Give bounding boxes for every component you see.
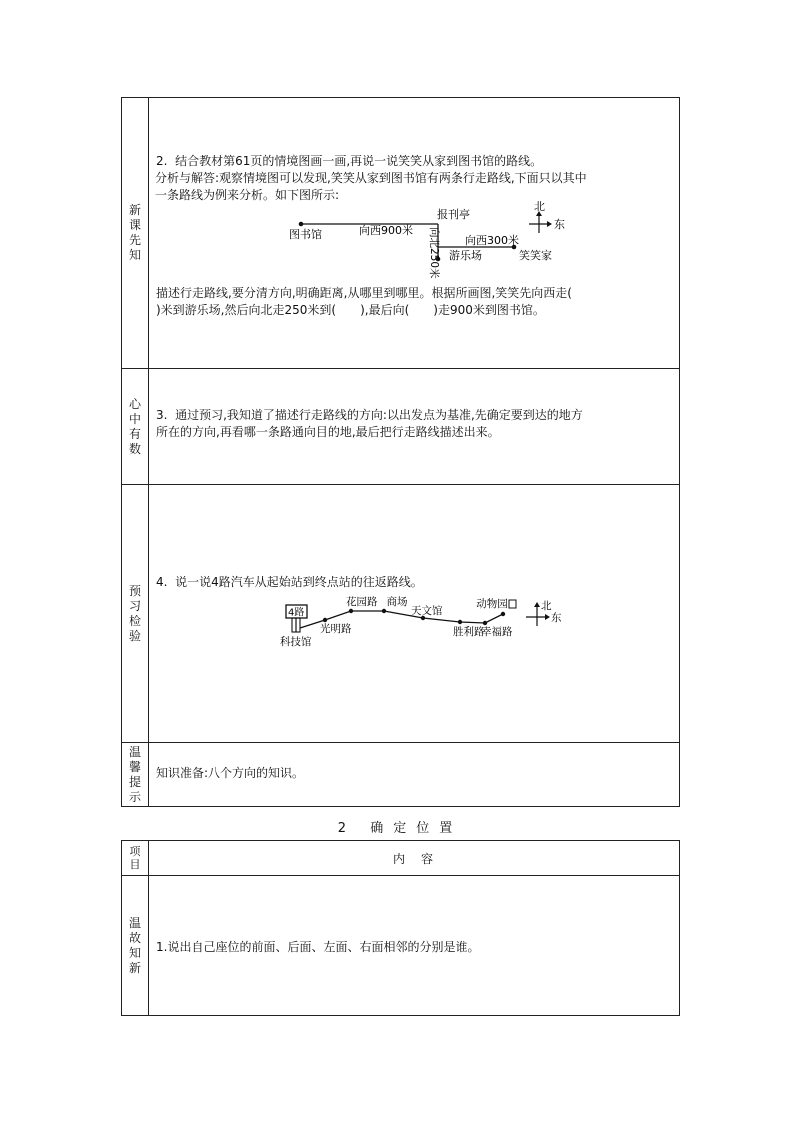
row-content-new-lesson	[149, 98, 680, 369]
review-question: 1.说出自己座位的前面、后面、左面、右面相邻的分别是谁。	[156, 940, 480, 954]
row-new-lesson	[122, 98, 680, 369]
label-char: 中	[128, 411, 141, 426]
question-number: 2.	[156, 154, 168, 168]
stop-guangming-point	[323, 618, 327, 622]
row-content-preview-check	[149, 485, 680, 743]
stop-label-1: 科技馆	[280, 636, 312, 648]
row-in-mind	[122, 369, 680, 485]
label-west-900: 向西900米	[359, 224, 413, 237]
desc-line-1: 描述行走路线,要分清方向,明确距离,从哪里到哪里。根据所画图,笑笑先向西走(	[156, 286, 572, 300]
header-row	[122, 841, 680, 876]
label-char: 先	[128, 233, 141, 247]
header-content: 内 容	[149, 841, 680, 876]
label-char: 有	[128, 426, 141, 441]
row-content-in-mind	[149, 369, 680, 485]
analysis-line-1: 分析与解答:观察情境图可以发现,笑笑从家到图书馆有两条行走路线,下面只以其中	[155, 171, 587, 185]
stop-label-5: 天文馆	[411, 605, 443, 617]
label-newsstand: 报刊亭	[437, 208, 470, 221]
stop-huayuan-point	[349, 609, 353, 613]
question-text: 结合教材第61页的情境图画一画,再说一说笑笑从家到图书馆的路线。	[175, 154, 543, 168]
label-char: 检	[128, 613, 141, 628]
label-playground: 游乐场	[449, 249, 482, 262]
guide-table	[121, 97, 680, 807]
row-review	[122, 876, 680, 1016]
bus-route-map	[280, 596, 575, 661]
label-char: 课	[128, 218, 141, 232]
stop-label-4: 商场	[386, 596, 408, 608]
label-char: 故	[128, 930, 141, 945]
compass-icon	[529, 211, 552, 233]
label-char: 心	[128, 396, 141, 411]
question-3-line-2: 所在的方向,再看哪一条路通向目的地,最后把行走路线描述出来。	[156, 425, 500, 439]
label-char: 温	[128, 915, 141, 930]
analysis-line-2: 一条路线为例来分析。如下图所示:	[155, 188, 340, 202]
compass-north: 北	[534, 200, 545, 213]
question-4	[156, 574, 681, 591]
row-tips	[122, 743, 680, 807]
label-char: 知	[128, 248, 141, 262]
label-char: 馨	[128, 759, 141, 774]
stop-label-8: 动物园	[476, 598, 508, 610]
label-west-300: 向西300米	[465, 234, 519, 247]
label-char: 目	[129, 858, 141, 871]
label-char: 验	[128, 628, 141, 643]
compass-north: 北	[541, 600, 552, 612]
row-label-in-mind	[122, 369, 149, 485]
stop-mall-point	[382, 609, 386, 613]
desc-line-2: )米到游乐场,然后向北走250米到( ),最后向( )走900米到图书馆。	[156, 303, 545, 317]
route-diagram	[279, 200, 579, 288]
label-char: 预	[128, 583, 141, 598]
stop-zoo-point	[501, 612, 505, 616]
compass-east: 东	[551, 612, 562, 624]
row-content-tips	[149, 743, 680, 807]
label-char: 示	[128, 789, 141, 804]
stop-label-7: 幸福路	[481, 626, 513, 638]
question-number: 4.	[156, 575, 168, 589]
row-label-new-lesson	[122, 98, 149, 369]
tips-text: 知识准备:八个方向的知识。	[156, 766, 305, 780]
question-2	[156, 153, 681, 170]
section-title: 2 确定位置	[337, 821, 463, 836]
row-label-review	[122, 876, 149, 1016]
bus-sign-label: 4路	[288, 607, 305, 619]
label-char: 习	[128, 598, 141, 613]
label-char: 温	[128, 744, 141, 759]
row-preview-check	[122, 485, 680, 743]
label-char: 提	[128, 774, 141, 789]
zoo-sign-icon	[509, 600, 516, 608]
label-char: 新	[128, 203, 141, 217]
question-3	[156, 407, 681, 424]
label-home: 笑笑家	[519, 249, 552, 262]
stop-label-6: 胜利路	[453, 626, 485, 638]
label-library: 图书馆	[289, 228, 322, 241]
lesson-table	[121, 840, 680, 1016]
stop-label-3: 花园路	[346, 596, 378, 608]
stop-shengli-point	[458, 620, 462, 624]
label-char: 知	[128, 945, 141, 960]
label-char: 新	[128, 960, 141, 975]
label-north-250: 向北250米	[428, 227, 440, 279]
compass-east: 东	[554, 218, 565, 231]
question-number: 3.	[156, 408, 168, 422]
row-label-tips	[122, 743, 149, 807]
question-text: 说一说4路汽车从起始站到终点站的往返路线。	[175, 575, 423, 589]
stop-xingfu-point	[483, 621, 487, 625]
row-content-review	[149, 876, 680, 1016]
row-label-preview-check	[122, 485, 149, 743]
stop-label-2: 光明路	[320, 623, 352, 635]
label-char: 项	[129, 845, 141, 858]
label-char: 数	[128, 441, 141, 456]
question-text: 通过预习,我知道了描述行走路线的方向:以出发点为基准,先确定要到达的地方	[175, 408, 583, 422]
header-label	[122, 841, 149, 876]
